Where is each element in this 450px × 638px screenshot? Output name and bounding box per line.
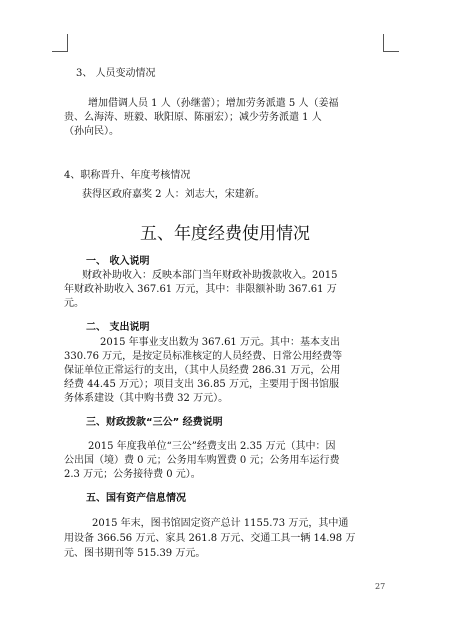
expenditure-line: 务体系建设（其中购书费 32 万元）。 [64, 393, 229, 404]
income-heading: 一、 收入说明 [86, 256, 150, 267]
crop-mark-top-right [380, 34, 400, 54]
staff-changes-line: （孙向民）。 [64, 126, 119, 137]
three-public-line: 2015 年度我单位“三公”经费支出 2.35 万元（其中：因 [88, 441, 336, 452]
promotion-heading: 4、职称晋升、年度考核情况 [64, 170, 191, 181]
assets-line: 用设备 366.56 万元、家具 261.8 万元、交通工具一辆 14.98 万 [64, 533, 356, 544]
assets-heading: 五、国有资产信息情况 [86, 493, 186, 504]
expenditure-line: 经费 44.45 万元）；项目支出 36.85 万元，主要用于图书馆服 [64, 379, 339, 390]
expenditure-heading: 二、 支出说明 [86, 322, 150, 333]
income-line: 年财政补助收入 367.61 万元，其中：非限额补助 367.61 万 [64, 284, 337, 295]
staff-changes-heading: 3、 人员变动情况 [76, 68, 156, 79]
three-public-heading: 三、财政拨款“三公” 经费说明 [86, 417, 223, 428]
income-line: 元。 [64, 298, 84, 309]
crop-mark-top-left [52, 34, 72, 54]
staff-changes-line: 增加借调人员 1 人（孙继蕾）；增加劳务派遣 5 人（姜福 [88, 98, 339, 109]
three-public-line: 公出国（境）费 0 元；公务用车购置费 0 元；公务用车运行费 [64, 455, 340, 466]
assets-line: 2015 年末，图书馆固定资产总计 1155.73 万元，其中通 [92, 518, 349, 529]
chapter-title: 五、年度经费使用情况 [140, 224, 310, 244]
assets-line: 元、图书期刊等 515.39 万元。 [64, 548, 206, 559]
page-number: 27 [375, 582, 386, 591]
expenditure-line: 2015 年事业支出数为 367.61 万元。其中：基本支出 [100, 337, 340, 348]
expenditure-line: 保证单位正常运行的支出，（其中人员经费 286.31 万元，公用 [64, 365, 341, 376]
expenditure-line: 330.76 万元，是按定员标准核定的人员经费、日常公用经费等 [64, 351, 343, 362]
staff-changes-line: 贵、么海涛、班毅、耿阳原、陈丽宏）；减少劳务派遣 1 人 [64, 112, 322, 123]
three-public-line: 2.3 万元；公务接待费 0 元）。 [64, 469, 201, 480]
income-line: 财政补助收入：反映本部门当年财政补助拨款收入。2015 [82, 270, 338, 281]
promotion-line: 获得区政府嘉奖 2 人：刘志大，宋建新。 [82, 189, 265, 200]
